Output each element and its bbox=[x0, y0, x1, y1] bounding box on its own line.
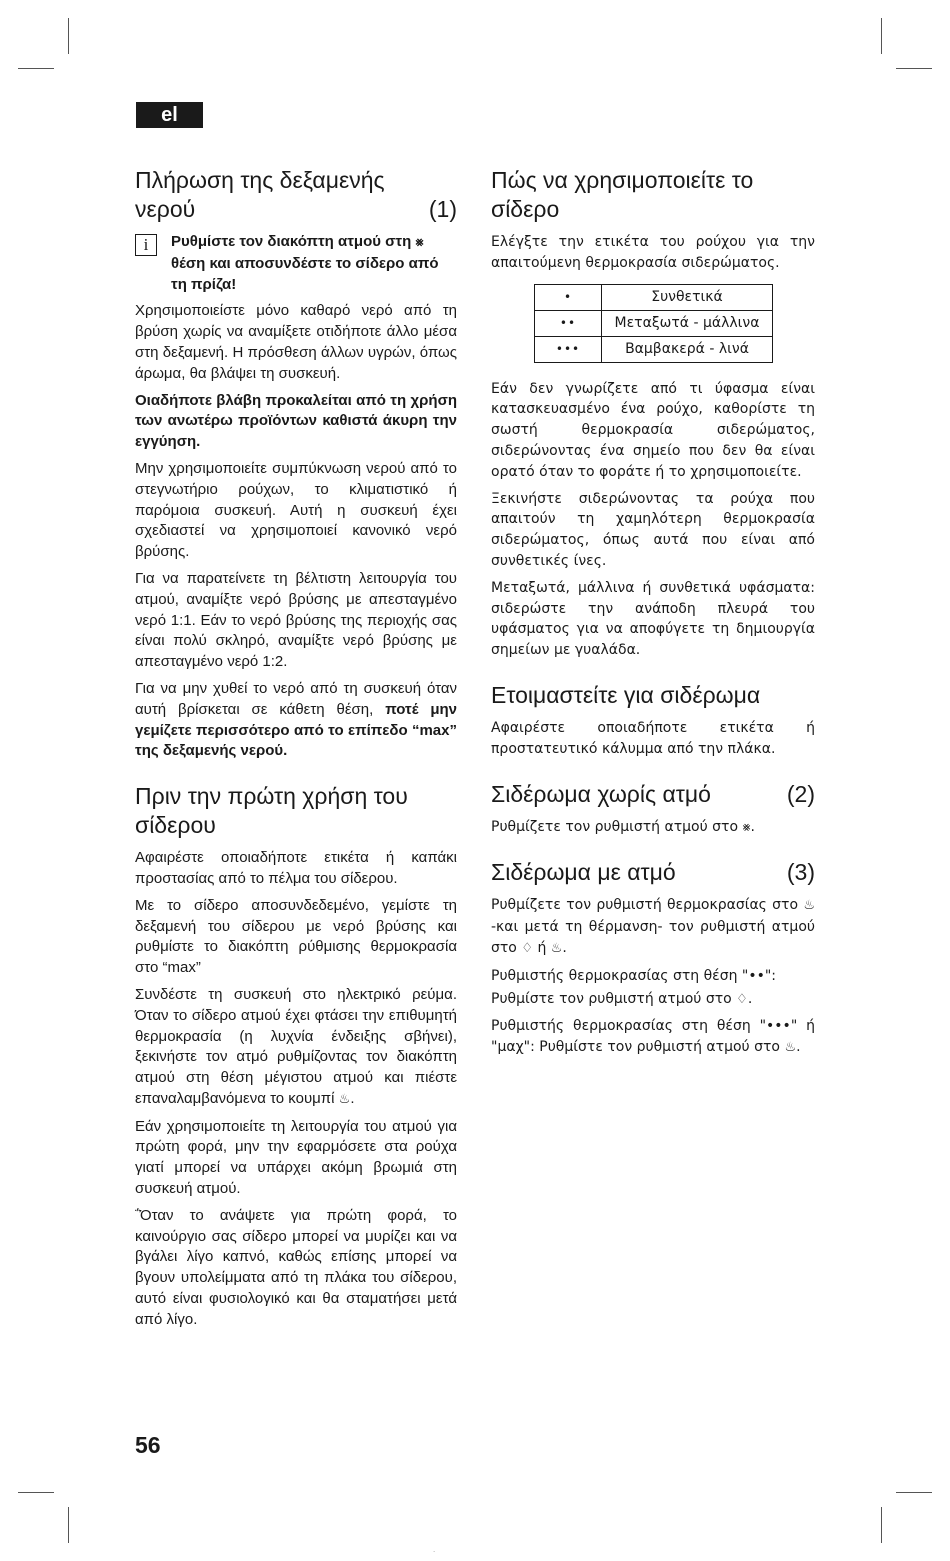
steam-shot-icon: ♨ bbox=[338, 1091, 351, 1107]
crop-mark bbox=[68, 1507, 69, 1543]
paragraph bbox=[491, 1016, 815, 1059]
section-title-how-to-use bbox=[491, 166, 815, 224]
max-steam-icon: ♨ bbox=[550, 940, 563, 956]
low-steam-icon: ♢ bbox=[736, 991, 748, 1007]
right-column bbox=[491, 166, 815, 1065]
paragraph-text: . bbox=[750, 818, 755, 835]
paragraph bbox=[491, 817, 815, 839]
section-title-text: Σιδέρωμα με ατμό bbox=[491, 859, 676, 886]
paragraph: Μεταξωτά, μάλλινα ή συνθετικά υφάσματα: σιδερώστε την ανάποδη πλευρά του υφάσματος για να αποφύγετε τη δημιουργία σημείων με γυαλάδα. bbox=[491, 579, 815, 659]
paragraph: Χρησιμοποιείστε μόνο καθαρό νερό από τη βρύση χωρίς να αναμίξετε οτιδήποτε άλλο μέσα στη δεξαμενή. Η πρόσθεση άλλων υγρών, όπως άρωμα, θα βλάψει τη συσκευή. bbox=[135, 302, 457, 382]
paragraph: ΅Όταν το ανάψετε για πρώτη φορά, το καινούργιο σας σίδερο μπορεί να μυρίζει και να βγάλει λίγο καπνό, καθώς επίσης μπορεί να βγουν υπολείμματα από τη πλάκα του σίδερου, αυτό είναι φυσιολογικό και θα σταματήσει μετά από λίγο. bbox=[135, 1206, 457, 1328]
low-steam-icon: ♢ bbox=[521, 940, 533, 956]
paragraph-text: . bbox=[747, 990, 753, 1007]
fabric-name: Μεταξωτά - μάλλινα bbox=[602, 310, 773, 336]
paragraph: Εάν χρησιμοποιείτε τη λειτουργία του ατμού για πρώτη φορά, μην την εφαρμόσετε στα ρούχα γιατί μπορεί να υπάρχει ακόμη βρωμιά στη συσκευή ατμού. bbox=[135, 1117, 457, 1198]
section-title-fill-tank bbox=[135, 166, 457, 224]
paragraph: Ελέγξτε την ετικέτα του ρούχου για την απαιτούμενη θερμοκρασία σιδερώματος. bbox=[491, 234, 815, 271]
paragraph: Μην χρησιμοποιείτε συμπύκνωση νερού από το στεγνωτήριο ρούχων, το κλιματιστικό ή παρόμοια συσκευή. Αυτή η συσκευή έχει σχεδιαστεί να χρησιμοποιεί κανονικό νερό βρύσης. bbox=[135, 459, 457, 561]
warranty-warning: Οιαδήποτε βλάβη προκαλείται από τη χρήση των ανωτέρω προϊόντων καθιστά άκυρη την εγγύηση. bbox=[135, 391, 457, 451]
steam-icon: ♨ bbox=[803, 898, 816, 914]
footer-mark: . bbox=[433, 1545, 436, 1554]
paragraph-text: Ρυθμίζετε τον ρυθμιστή ατμού στο bbox=[491, 818, 739, 835]
paragraph: Αφαιρέστε οποιαδήποτε ετικέτα ή προστατευτικό κάλυμμα από την πλάκα. bbox=[491, 719, 815, 757]
fabric-name: Βαμβακερά - λινά bbox=[602, 336, 773, 362]
paragraph-text: . bbox=[562, 939, 567, 956]
max-steam-icon: ♨ bbox=[784, 1040, 797, 1056]
no-steam-icon: ⨳ bbox=[742, 819, 751, 835]
section-title-prepare bbox=[491, 681, 815, 710]
crop-mark bbox=[18, 1492, 54, 1493]
paragraph bbox=[491, 989, 815, 1011]
crop-mark bbox=[68, 18, 69, 54]
info-note bbox=[135, 232, 457, 295]
crop-mark bbox=[881, 1507, 882, 1543]
paragraph: Με το σίδερο αποσυνδεδεμένο, γεμίστε τη δεξαμενή του σίδερου με νερό βρύσης και ρυθμίστε το διακόπτη ρύθμισης θερμοκρασία στο “max” bbox=[135, 896, 457, 977]
paragraph bbox=[135, 679, 457, 762]
temperature-table bbox=[534, 284, 773, 363]
crop-mark bbox=[896, 68, 932, 69]
paragraph: Ρυθμιστής θερμοκρασίας στη θέση "••": bbox=[491, 967, 777, 984]
paragraph: Εάν δεν γνωρίζετε από τι ύφασμα είναι κατασκευασμένο ένα ρούχο, καθορίστε τη σωστή θερμοκρασία σιδερώματος, σιδερώνοντας ένα σημείο που δεν θα είναι ορατό όταν το φοράτε ή το χρησιμοποιείτε. bbox=[491, 380, 815, 480]
paragraph: Για να παρατείνετε τη βέλτιστη λειτουργία του ατμού, αναμίξτε νερό βρύσης με απεσταγμένο νερό 1:1. Εάν το νερό βρύσης της περιοχής σας είναι πολύ σκληρό, αναμίξτε νερό βρύσης με απεσταγμένο νερό 1:2. bbox=[135, 569, 457, 671]
table-row bbox=[535, 336, 773, 362]
section-title-dry-ironing bbox=[491, 780, 815, 809]
section-title-text: Ετοιμαστείτε για σιδέρωμα bbox=[491, 681, 761, 708]
section-title-text: Πλήρωση της δεξαμενής νερού bbox=[135, 167, 385, 222]
paragraph-text: Συνδέστε τη συσκευή στο ηλεκτρικό ρεύμα. Όταν το σίδερο ατμού έχει φτάσει την επιθυμητή θερμοκρασία (η λυχνία ένδειξης σβήνει), ξεκινήστε τον ατμό ρυθμίζοντας τον διακόπτη ατμού στη θέση μέγιστου ατμού και πιέστε επαναλαμβανόμενα το κουμπί bbox=[135, 985, 457, 1107]
paragraph-text: Ρυθμίζετε τον ρυθμιστή θερμοκρασίας στο bbox=[491, 897, 799, 914]
paragraph bbox=[135, 985, 457, 1111]
paragraph bbox=[491, 895, 815, 959]
info-note-text bbox=[171, 232, 457, 295]
section-title-steam-ironing bbox=[491, 858, 815, 887]
paragraph-text: Για να μην χυθεί το νερό από τη συσκευή όταν αυτή βρίσκεται σε κάθετη θέση, bbox=[135, 679, 457, 718]
temperature-dots: ••• bbox=[535, 336, 602, 362]
paragraph: Αφαιρέστε οποιαδήποτε ετικέτα ή καπάκι προστασίας από το πέλμα του σίδερου. bbox=[135, 849, 457, 887]
table-row bbox=[535, 284, 773, 310]
max-level-warning: ποτέ μην γεμίζετε περισσότερο από το επίπεδο “max” της δεξαμενής νερού. bbox=[135, 700, 458, 760]
note-text-post: θέση και αποσυνδέστε το σίδερο από τη πρίζα! bbox=[171, 254, 439, 293]
figure-reference: (3) bbox=[786, 859, 815, 886]
page-number: 56 bbox=[135, 1432, 161, 1458]
paragraph-text: ή bbox=[537, 939, 547, 956]
paragraph-text: . bbox=[796, 1039, 801, 1056]
section-title-before-first-use bbox=[135, 782, 457, 840]
note-text-pre: Ρυθμίστε τον διακόπτη ατμού στη bbox=[171, 233, 412, 250]
paragraph-text: Ρυθμίστε τον ρυθμιστή ατμού στο bbox=[491, 990, 732, 1007]
paragraph: Ξεκινήστε σιδερώνοντας τα ρούχα που απαιτούν τη χαμηλότερη θερμοκρασία σιδερώματος, όπως αυτά που είναι από συνθετικές ίνες. bbox=[491, 490, 815, 569]
info-icon: i bbox=[135, 234, 157, 256]
table-row bbox=[535, 310, 773, 336]
figure-reference: (1) bbox=[428, 196, 457, 222]
language-badge: el bbox=[136, 102, 203, 128]
paragraph-text: -και μετά τη θέρμανση- τον ρυθμιστή ατμού στο bbox=[491, 919, 815, 956]
section-title-text: Πριν την πρώτη χρήση του σίδερου bbox=[135, 783, 408, 839]
no-steam-icon: ⨳ bbox=[415, 235, 424, 250]
figure-reference: (2) bbox=[786, 780, 815, 807]
section-title-text: Σιδέρωμα χωρίς ατμό bbox=[491, 780, 711, 807]
fabric-name: Συνθετικά bbox=[602, 284, 773, 310]
left-column bbox=[135, 166, 457, 1337]
crop-mark bbox=[18, 68, 54, 69]
section-title-text: Πώς να χρησιμοποιείτε το σίδερο bbox=[491, 167, 754, 222]
paragraph-text: Ρυθμιστής θερμοκρασίας στη θέση "•••" ή "μαχ": Ρυθμίστε τον ρυθμιστή ατμού στο bbox=[491, 1018, 815, 1056]
crop-mark bbox=[881, 18, 882, 54]
crop-mark bbox=[896, 1492, 932, 1493]
paragraph-text: . bbox=[350, 1089, 355, 1107]
temperature-dots: •• bbox=[535, 310, 602, 336]
temperature-dots: • bbox=[535, 284, 602, 310]
